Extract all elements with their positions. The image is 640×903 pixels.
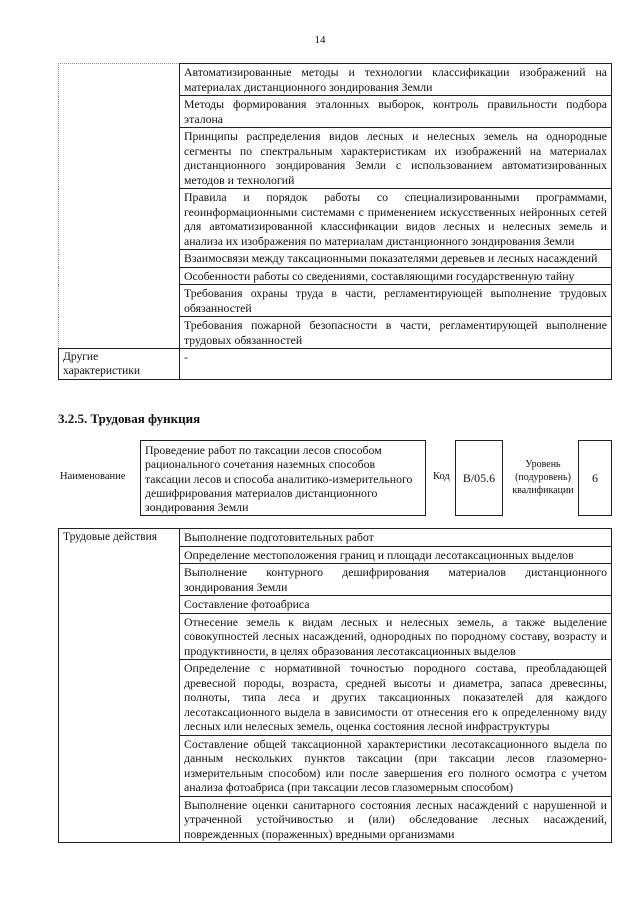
- knowledge-item: Требования охраны труда в части, регламентирующей выполнение трудовых обязанностей: [180, 285, 612, 317]
- table-row: [59, 349, 612, 380]
- labor-action-item: Определение с нормативной точностью породного состава, преобладающей древесной породы, возраста, средней высоты и диаметра, запаса древесины, полноты, типа леса и других таксационных показателей для каждого лесотаксационного выдела в зависимости от отнесения его к определенному виду лесных или нелесных земель, оценка состояния лесной инфраструктуры: [180, 660, 612, 736]
- labor-action-item: Определение местоположения границ и площади лесотаксационных выделов: [180, 546, 612, 564]
- labor-action-item: Отнесение земель к видам лесных и нелесных земель, а также выделение совокупностей лесных насаждений, однородных по породному составу, возрасту и продуктивности, в целях образования лесотаксационных выделов: [180, 613, 612, 660]
- knowledge-item: Правила и порядок работы со специализированными программами, геоинформационными системами с применением искусственных нейронных сетей для автоматизированной классификации видов лесных и нелесных земель и анализа их изображения по материалам дистанционного зондирования Земли: [180, 189, 612, 250]
- table-row: [59, 529, 612, 547]
- labor-action-item: Выполнение оценки санитарного состояния лесных насаждений с нарушенной и утраченной устойчивостью и (или) обследование лесных насаждений, поврежденных (пораженных) вредными организмами: [180, 796, 612, 843]
- knowledge-item: Принципы распределения видов лесных и нелесных земель на однородные сегменты по спектральным характеристикам их изображений на материалах дистанционного зондирования Земли с использованием автоматизированных методов и технологий: [180, 128, 612, 189]
- labor-action-item: Составление фотоабриса: [180, 596, 612, 614]
- labor-actions-table: [58, 528, 612, 843]
- knowledge-item: Автоматизированные методы и технологии классификации изображений на материалах дистанционного зондирования Земли: [180, 64, 612, 96]
- labor-action-item: Составление общей таксационной характеристики лесотаксационного выдела по данным нескольких пунктов таксации (при таксации лесов глазомерно-измерительным способом) или после завершения его полного осмотра с учетом анализа фотоабриса (при таксации лесов глазомерным способом): [180, 735, 612, 796]
- code-box: B/05.6: [455, 440, 503, 516]
- table-row: [59, 64, 612, 96]
- knowledge-item: Взаимосвязи между таксационными показателями деревьев и лесных насаждений: [180, 250, 612, 268]
- knowledge-label-cell: [59, 64, 180, 349]
- knowledge-table: [58, 63, 612, 380]
- level-box: 6: [578, 440, 612, 516]
- level-label: Уровень (подуровень) квалификации: [512, 459, 574, 496]
- name-label: Наименование: [60, 471, 126, 482]
- other-characteristics-label: Другие характеристики: [59, 349, 180, 380]
- page-number: 14: [314, 34, 326, 46]
- labor-action-item: Выполнение подготовительных работ: [180, 529, 612, 547]
- section-heading: 3.2.5. Трудовая функция: [58, 411, 201, 426]
- function-name-box: Проведение работ по таксации лесов способом рационального сочетания наземных способов таксации лесов и способа аналитико-измерительного дешифрирования материалов дистанционного зондирования Земли: [140, 440, 426, 516]
- labor-actions-label: Трудовые действия: [59, 529, 180, 843]
- knowledge-item: Особенности работы со сведениями, составляющими государственную тайну: [180, 267, 612, 285]
- labor-action-item: Выполнение контурного дешифрирования материалов дистанционного зондирования Земли: [180, 564, 612, 596]
- knowledge-item: Методы формирования эталонных выборок, контроль правильности подбора эталона: [180, 96, 612, 128]
- knowledge-item: Требования пожарной безопасности в части, регламентирующей выполнение трудовых обязанностей: [180, 317, 612, 349]
- other-characteristics-value: -: [180, 349, 612, 380]
- code-label: Код: [433, 471, 450, 482]
